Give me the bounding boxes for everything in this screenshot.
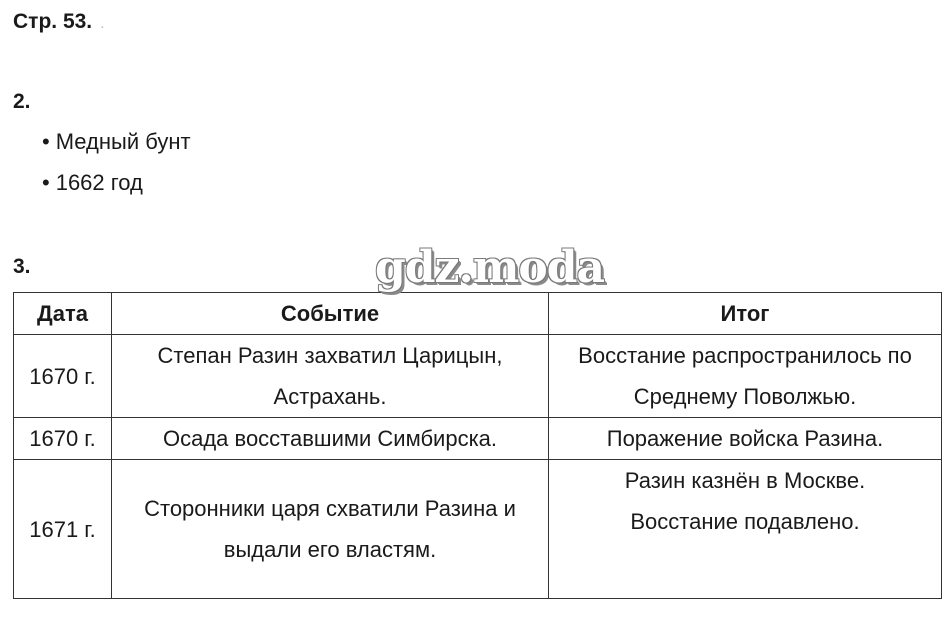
- cell-line: Разин казнён в Москве.: [624, 468, 866, 493]
- table-row: [14, 460, 942, 599]
- bullet-mark: •: [42, 129, 50, 154]
- cell-date: 1671 г.: [14, 460, 112, 599]
- header-event: Событие: [112, 293, 549, 335]
- header-result: Итог: [549, 293, 942, 335]
- watermark-logo: gdz.moda: [375, 242, 605, 293]
- task-2-answer-list: [42, 129, 191, 211]
- list-item: [42, 170, 191, 211]
- cell-line: выдали его властям.: [223, 537, 437, 562]
- header-date: Дата: [14, 293, 112, 335]
- page-title-mark: .: [100, 15, 105, 32]
- list-item: [42, 129, 191, 170]
- bullet-mark: •: [42, 170, 50, 195]
- cell-line: Восстание распространилось по: [578, 343, 912, 368]
- list-item-text: Медный бунт: [55, 129, 191, 154]
- cell-line: Степан Разин захватил Царицын,: [157, 343, 503, 368]
- cell-result: [549, 460, 942, 599]
- table-row: [14, 418, 942, 460]
- cell-line: Астрахань.: [273, 384, 387, 409]
- cell-result: [549, 418, 942, 460]
- cell-line: Восстание подавлено.: [630, 509, 860, 534]
- cell-result: [549, 335, 942, 418]
- events-table: [13, 292, 942, 599]
- list-item-text: 1662 год: [55, 170, 143, 195]
- cell-date: 1670 г.: [14, 335, 112, 418]
- cell-event: [112, 418, 549, 460]
- page-title: [13, 9, 105, 37]
- cell-line: Среднему Поволжью.: [633, 384, 857, 409]
- task-2-number: 2.: [13, 90, 31, 113]
- cell-line: Сторонники царя схватили Разина и: [144, 496, 516, 521]
- table-row: [14, 335, 942, 418]
- cell-line: Осада восставшими Симбирска.: [162, 426, 498, 451]
- table-header-row: [14, 293, 942, 335]
- cell-event: [112, 460, 549, 599]
- task-3-number: 3.: [13, 255, 31, 278]
- cell-event: [112, 335, 549, 418]
- cell-date: 1670 г.: [14, 418, 112, 460]
- cell-line: Поражение войска Разина.: [606, 426, 884, 451]
- page-title-text: Стр. 53.: [13, 10, 93, 33]
